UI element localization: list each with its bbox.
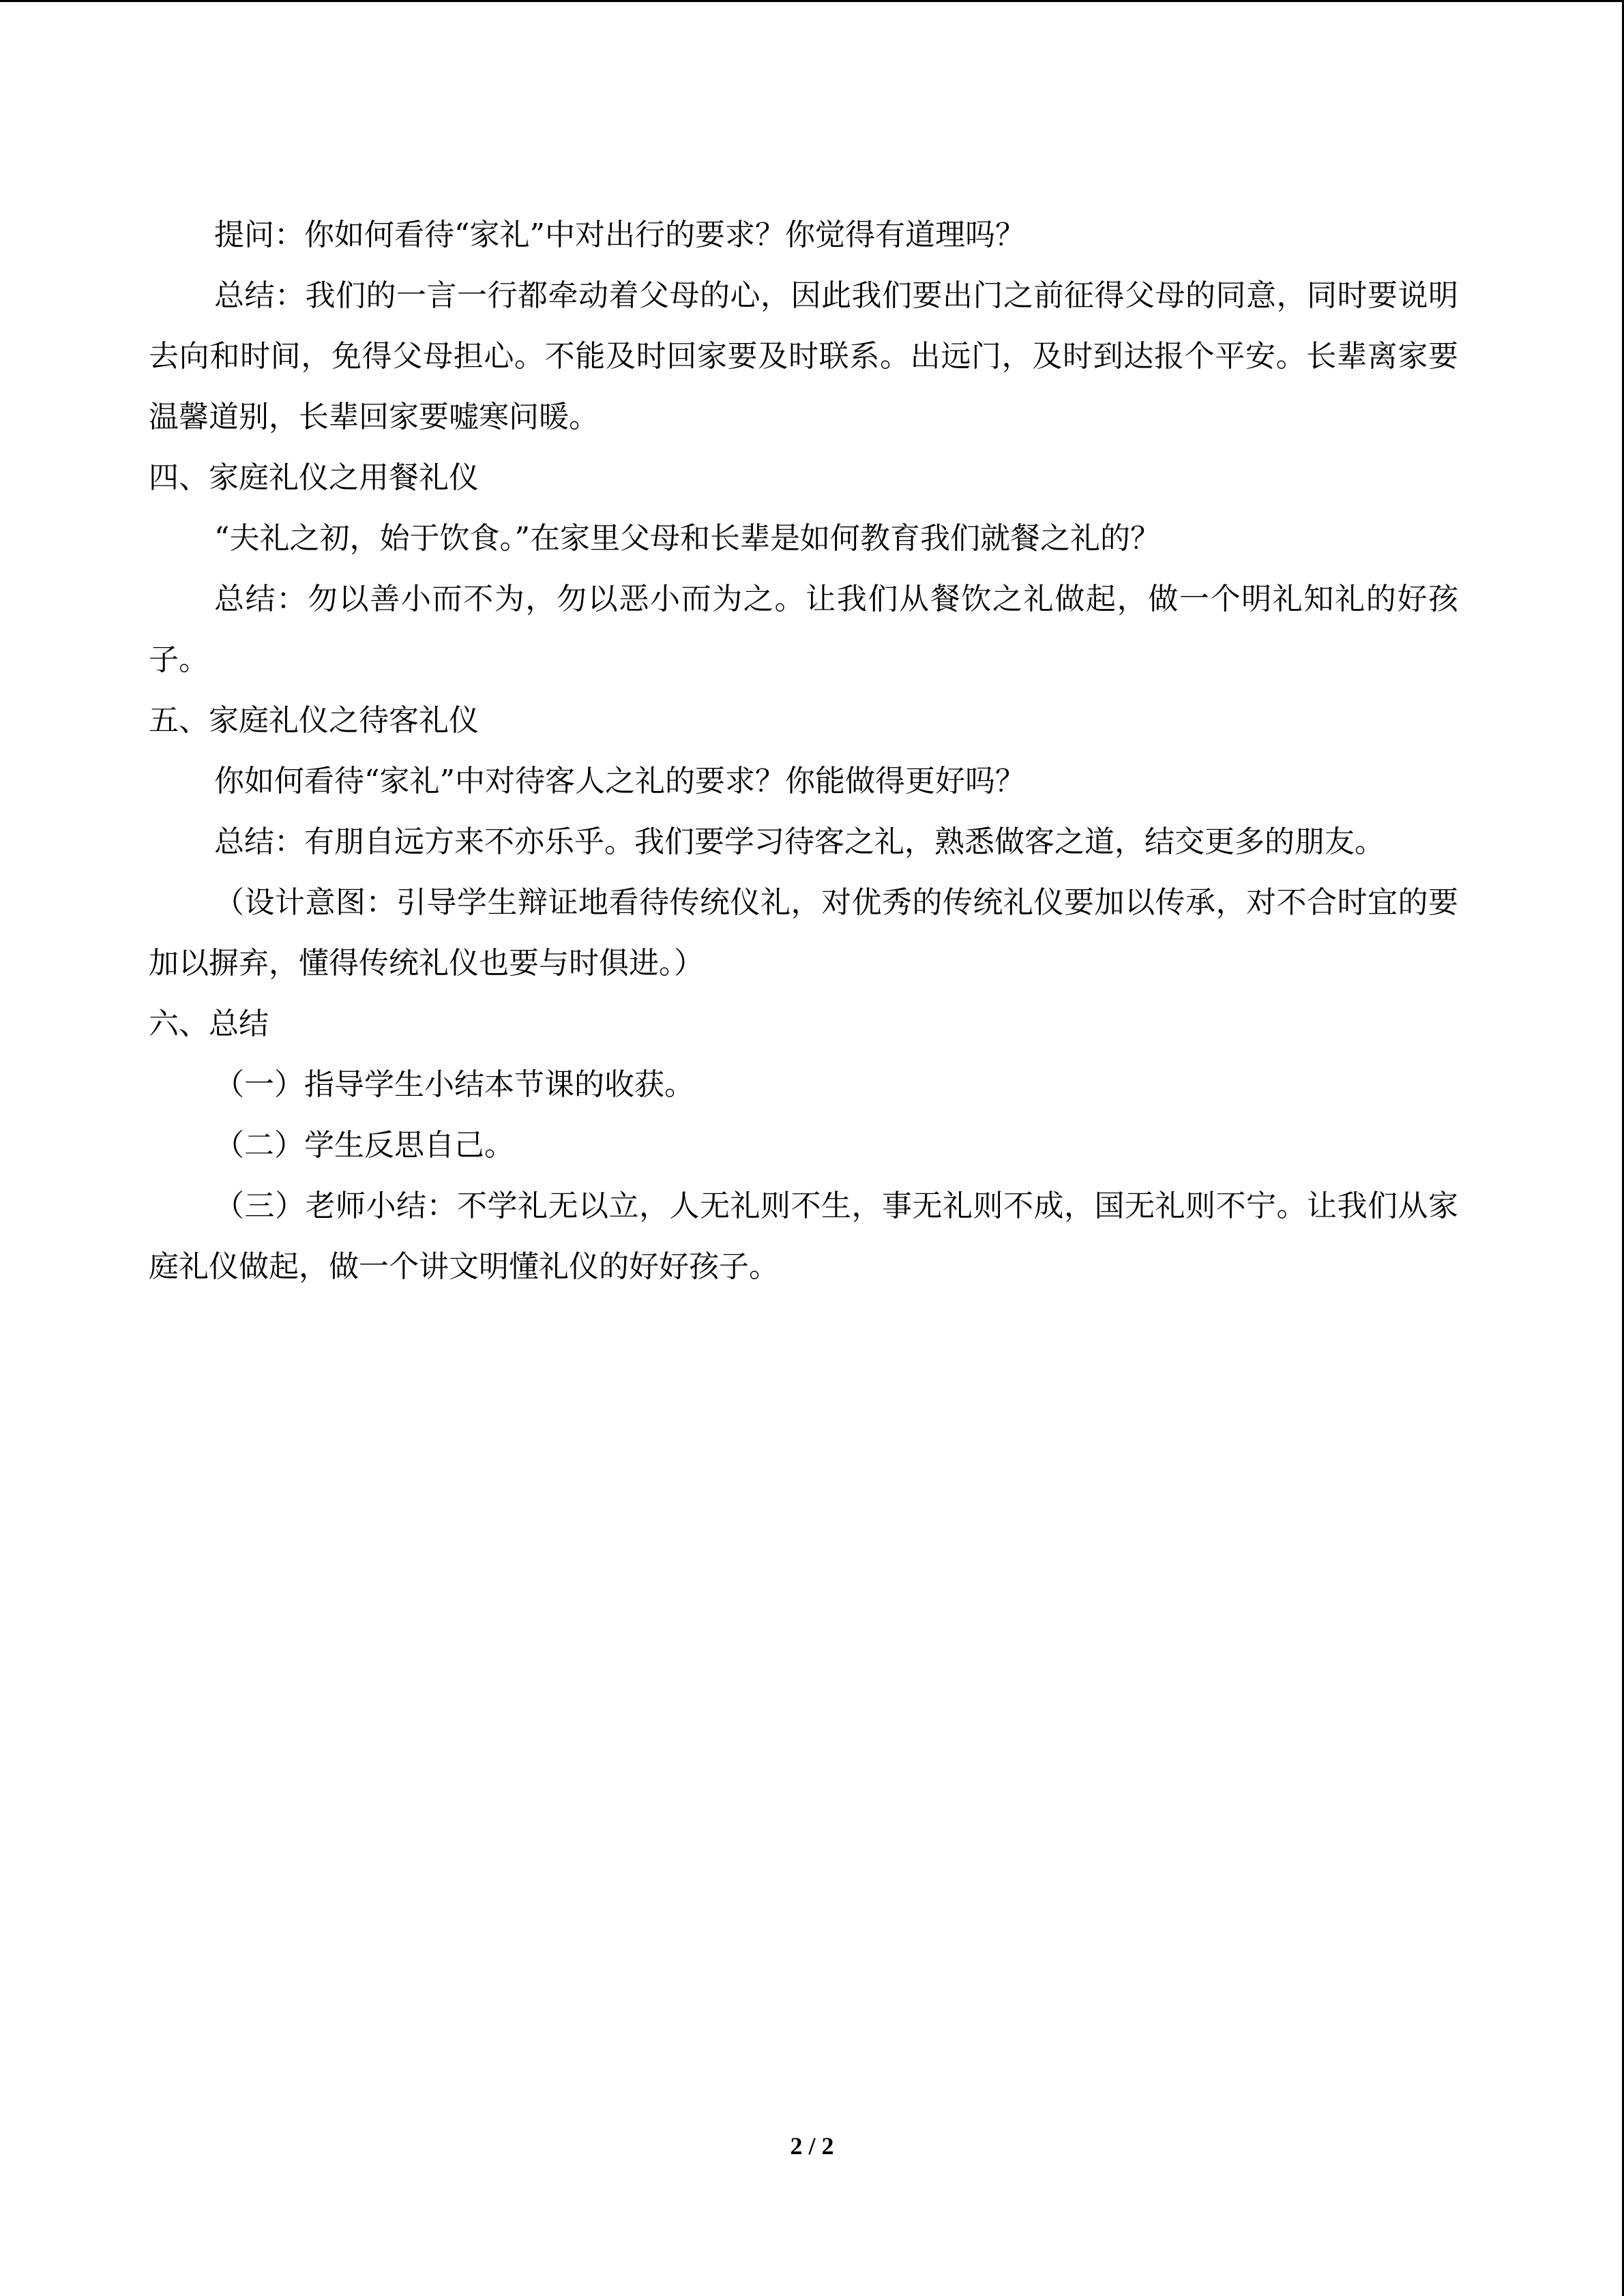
question-hosting: 你如何看待“家礼”中对待客人之礼的要求？你能做得更好吗？ — [214, 764, 1025, 799]
summary-item-3: （三）老师小结：不学礼无以立，人无礼则不生，事无礼则不成，国无礼则不宁。让我们从家庭礼仪做起，做一个讲文明懂礼仪的好好孩子。 — [149, 1189, 1458, 1284]
summary-travel: 总结：我们的一言一行都牵动着父母的心，因此我们要出门之前征得父母的同意，同时要说明去向和时间，免得父母担心。不能及时回家要及时联系。出远门，及时到达报个平安。长辈离家要温馨道别，长辈回家要嘘寒问暖。 — [149, 278, 1458, 434]
section-heading-hosting: 五、家庭礼仪之待客礼仪 — [149, 703, 479, 738]
question-travel: 提问：你如何看待“家礼”中对出行的要求？你觉得有道理吗？ — [214, 218, 1025, 252]
page-number: 2 / 2 — [790, 2132, 834, 2160]
section-heading-summary: 六、总结 — [149, 1007, 269, 1041]
section-heading-dining: 四、家庭礼仪之用餐礼仪 — [149, 460, 479, 495]
summary-dining: 总结：勿以善小而不为，勿以恶小而为之。让我们从餐饮之礼做起，做一个明礼知礼的好孩子。 — [149, 582, 1458, 677]
summary-item-1: （一）指导学生小结本节课的收获。 — [214, 1067, 694, 1102]
summary-hosting: 总结：有朋自远方来不亦乐乎。我们要学习待客之礼，熟悉做客之道，结交更多的朋友。 — [214, 824, 1385, 859]
summary-item-2: （二）学生反思自己。 — [214, 1128, 514, 1163]
document-body — [149, 205, 1458, 1297]
question-dining: “夫礼之初，始于饮食。”在家里父母和长辈是如何教育我们就餐之礼的？ — [214, 521, 1160, 556]
design-intent: （设计意图：引导学生辩证地看待传统仪礼，对优秀的传统礼仪要加以传承，对不合时宜的要加以摒弃，懂得传统礼仪也要与时俱进。） — [149, 885, 1458, 981]
